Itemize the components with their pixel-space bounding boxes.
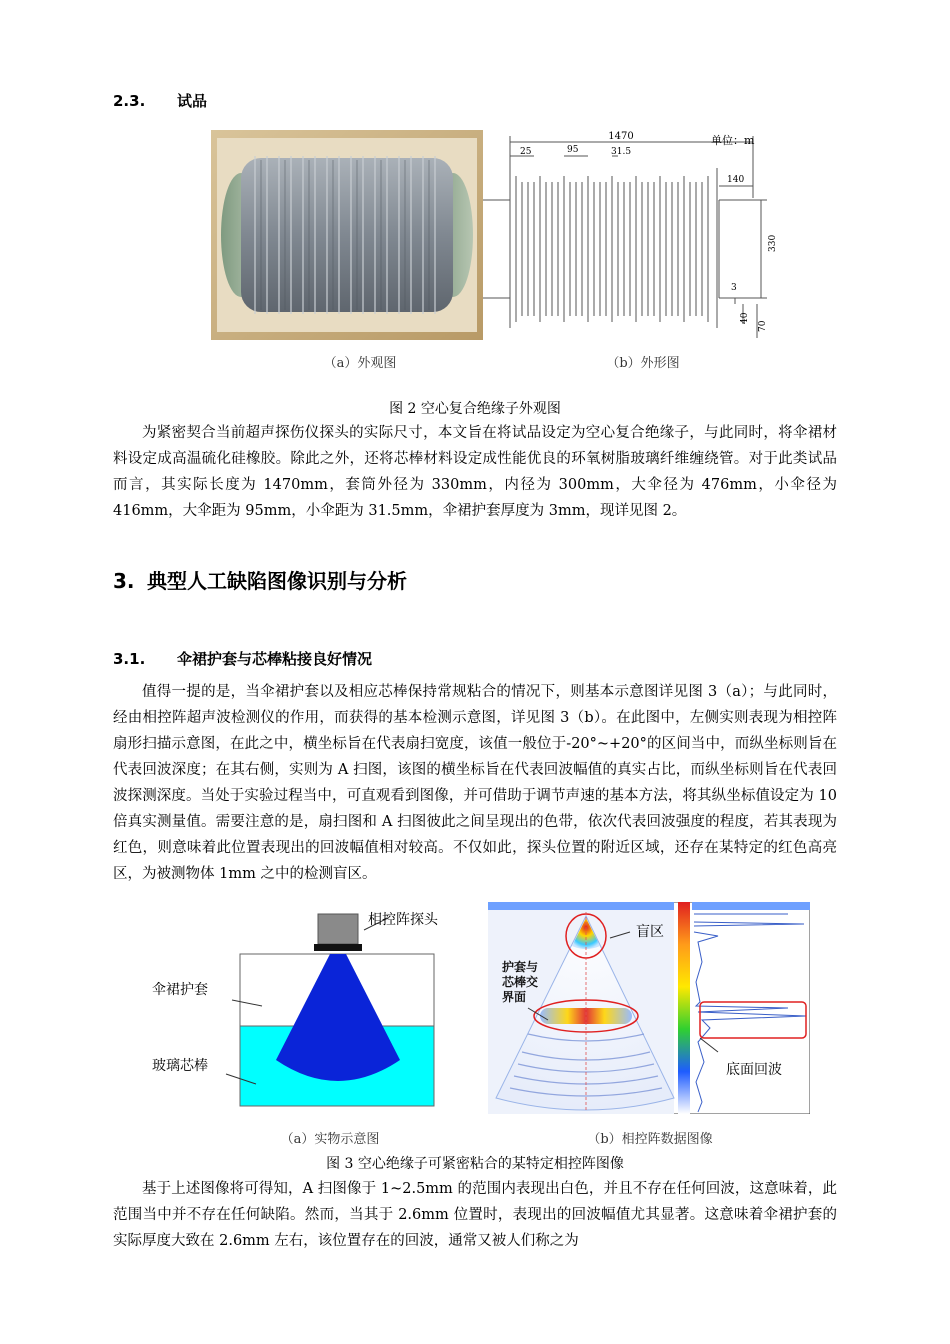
dim-total-length: 1470 [608, 131, 634, 142]
dim-70: 70 [758, 320, 768, 332]
dim-95: 95 [567, 145, 579, 155]
section-number: 3. [113, 569, 135, 593]
sheath-label: 伞裙护套 [152, 982, 208, 998]
section-title: 典型人工缺陷图像识别与分析 [147, 569, 407, 593]
bottom-echo-label: 底面回波 [726, 1062, 782, 1078]
blind-zone-label: 盲区 [636, 924, 664, 940]
phased-array-schematic [140, 902, 480, 1114]
section-3-heading [113, 565, 407, 594]
section-number: 3.1. [113, 650, 146, 668]
interface-echo [540, 1008, 632, 1024]
dim-140: 140 [727, 175, 745, 185]
section-title: 伞裙护套与芯棒粘接良好情况 [177, 650, 373, 668]
paragraph-specimen: 为紧密契合当前超声探伤仪探头的实际尺寸，本文旨在将试品设定为空心复合绝缘子，与此同时，将伞裙材料设定成高温硫化硅橡胶。除此之外，还将芯棒材料设定成性能优良的环氧树脂玻璃纤维缠绕管。对于此类试品而言，其实际长度为 1470mm，套筒外径为 330mm，内径为 300mm，大伞径为 476mm，小伞径为 416mm，大伞距为 95mm，小伞距为 31.5mm，伞裙护套厚度为 3mm，现详见图 2。 [113, 425, 838, 519]
fig3-sub-b: （b）相控阵数据图像 [587, 1132, 713, 1147]
paragraph-good-bond: 值得一提的是，当伞裙护套以及相应芯棒保持常规粘合的情况下，则基本示意图详见图 3（a）；与此同时，经由相控阵超声波检测仪的作用，而获得的基本检测示意图，详见图 3（b）。在此图中，左侧实则表现为相控阵扇形扫描示意图，在此之中，横坐标旨在代表扇扫宽度，该值一般位于-20°~+20°的区间当中，而纵坐标则旨在代表回波深度；在其右侧，实则为 A 扫图，该图的横坐标旨在代表回波幅值的真实占比，而纵坐标则旨在代表回波探测深度。当处于实验过程当中，可直观看到图像，并可借助于调节声速的基本方法，将其纵坐标值设定为 10 倍真实测量值。需要注意的是，扇扫图和 A 扫图彼此之间呈现出的色带，依次代表回波强度的程度，若其表现为红色，则意味着此位置表现出的回波幅值相对较高。不仅如此，探头位置的附近区域，还存在某特定的红色高亮区，为被测物体 1mm 之中的检测盲区。 [113, 684, 837, 882]
insulator-dimension-drawing [483, 128, 793, 340]
color-scale-bar [678, 902, 690, 1114]
rod-label: 玻璃芯棒 [152, 1058, 208, 1074]
dim-31-5: 31.5 [611, 147, 632, 157]
phased-array-data-image [488, 902, 810, 1114]
probe-wedge [314, 944, 362, 951]
section-3-1-heading [113, 648, 372, 669]
section-title: 试品 [177, 92, 208, 110]
interface-label: 护套与芯棒交界面 [502, 960, 539, 1004]
fig3-caption: 图 3 空心绝缘子可紧密粘合的某特定相控阵图像 [326, 1156, 624, 1172]
dim-unit-label: 单位：m [711, 134, 755, 147]
section-number: 2.3. [113, 92, 146, 110]
interface-label-box [502, 960, 546, 1020]
paragraph-analysis: 基于上述图像将可得知，A 扫图像于 1~2.5mm 的范围内表现出白色，并且不存在任何回波，这意味着，此范围当中并不存在任何缺陷。然而，当其于 2.6mm 位置时，表现出的回波幅值尤其显著。这意味着伞裙护套的实际厚度大致在 2.6mm 左右，该位置存在的回波，通常又被人们称之为 [113, 1181, 837, 1249]
fig2-sub-a: （a）外观图 [323, 356, 397, 371]
fig2-sub-b: （b）外形图 [606, 356, 680, 371]
probe-label: 相控阵探头 [368, 912, 438, 928]
dim-25: 25 [520, 147, 532, 157]
dim-3: 3 [731, 283, 737, 293]
dim-330: 330 [768, 234, 778, 252]
fig2-caption: 图 2 空心复合绝缘子外观图 [389, 401, 561, 417]
fig3-sub-a: （a）实物示意图 [280, 1132, 380, 1147]
insulator-photo [211, 130, 483, 340]
probe-icon [318, 914, 358, 944]
section-2-3-heading [113, 90, 207, 111]
dim-40: 40 [740, 312, 750, 324]
